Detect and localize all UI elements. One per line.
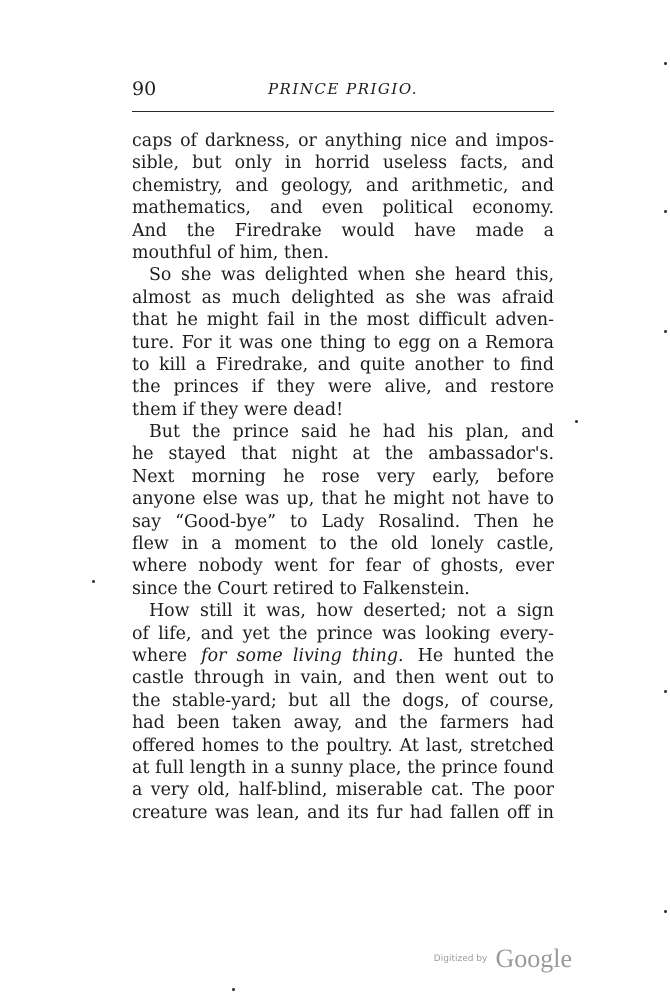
text-line: How still it was, how deserted; not a sign xyxy=(149,601,554,622)
text-line: sible, but only in horrid useless facts, and xyxy=(132,153,554,174)
text-line: offered homes to the poultry. At last, stretched xyxy=(132,735,554,756)
scan-speck xyxy=(232,988,235,991)
text-line-mixed xyxy=(132,645,554,667)
text-run: where xyxy=(132,645,187,666)
text-line: castle through in vain, and then went out to xyxy=(132,668,554,689)
text-line: And the Firedrake would have made a xyxy=(132,220,554,241)
scan-speck xyxy=(664,210,667,213)
text-line: flew in a moment to the old lonely castle, xyxy=(132,534,554,555)
digitization-watermark xyxy=(434,944,572,974)
text-line: almost as much delighted as she was afraid xyxy=(132,287,554,308)
scan-speck xyxy=(92,580,95,583)
text-line: had been taken away, and the farmers had xyxy=(132,713,554,734)
text-line: say “Good-bye” to Lady Rosalind. Then he xyxy=(132,511,554,532)
text-line: them if they were dead! xyxy=(132,399,344,420)
text-line: ture. For it was one thing to egg on a Remora xyxy=(132,332,554,353)
text-line: of life, and yet the prince was looking every- xyxy=(132,623,554,644)
italic-phrase: for some living thing. xyxy=(201,645,404,666)
text-line: where nobody went for fear of ghosts, ever xyxy=(132,556,554,577)
text-line: he stayed that night at the ambassador's. xyxy=(132,444,554,465)
text-line: since the Court retired to Falkenstein. xyxy=(132,578,470,599)
text-line: But the prince said he had his plan, and xyxy=(149,422,554,443)
google-logo: Google xyxy=(495,944,572,973)
page-number: 90 xyxy=(132,78,157,100)
text-line: chemistry, and geology, and arithmetic, and xyxy=(132,175,554,196)
text-line: to kill a Firedrake, and quite another to find xyxy=(132,354,554,375)
text-line: So she was delighted when she heard this, xyxy=(149,265,554,286)
text-line: anyone else was up, that he might not have to xyxy=(132,489,554,510)
header-rule xyxy=(132,111,554,112)
running-header xyxy=(132,78,554,104)
scan-speck xyxy=(575,420,578,423)
body-text xyxy=(132,130,554,824)
scan-speck xyxy=(664,690,667,693)
scan-speck xyxy=(664,62,667,65)
text-line: that he might fail in the most difficult adven- xyxy=(132,310,554,331)
text-line: mouthful of him, then. xyxy=(132,242,330,263)
watermark-prefix: Digitized by xyxy=(433,954,488,964)
text-line: the stable-yard; but all the dogs, of course, xyxy=(132,690,554,711)
text-line: at full length in a sunny place, the prince found xyxy=(132,757,554,778)
scan-speck xyxy=(664,910,667,913)
text-run: He hunted the xyxy=(417,645,554,666)
text-line: creature was lean, and its fur had fallen off in xyxy=(132,802,554,823)
running-title: PRINCE PRIGIO. xyxy=(267,80,419,98)
scan-speck xyxy=(664,330,667,333)
text-line: the princes if they were alive, and restore xyxy=(132,377,554,398)
text-line: caps of darkness, or anything nice and impos- xyxy=(132,131,554,151)
text-line: Next morning he rose very early, before xyxy=(132,466,554,487)
text-line: mathematics, and even political economy. xyxy=(132,198,554,219)
text-line: a very old, half-blind, miserable cat. The poor xyxy=(132,780,554,801)
